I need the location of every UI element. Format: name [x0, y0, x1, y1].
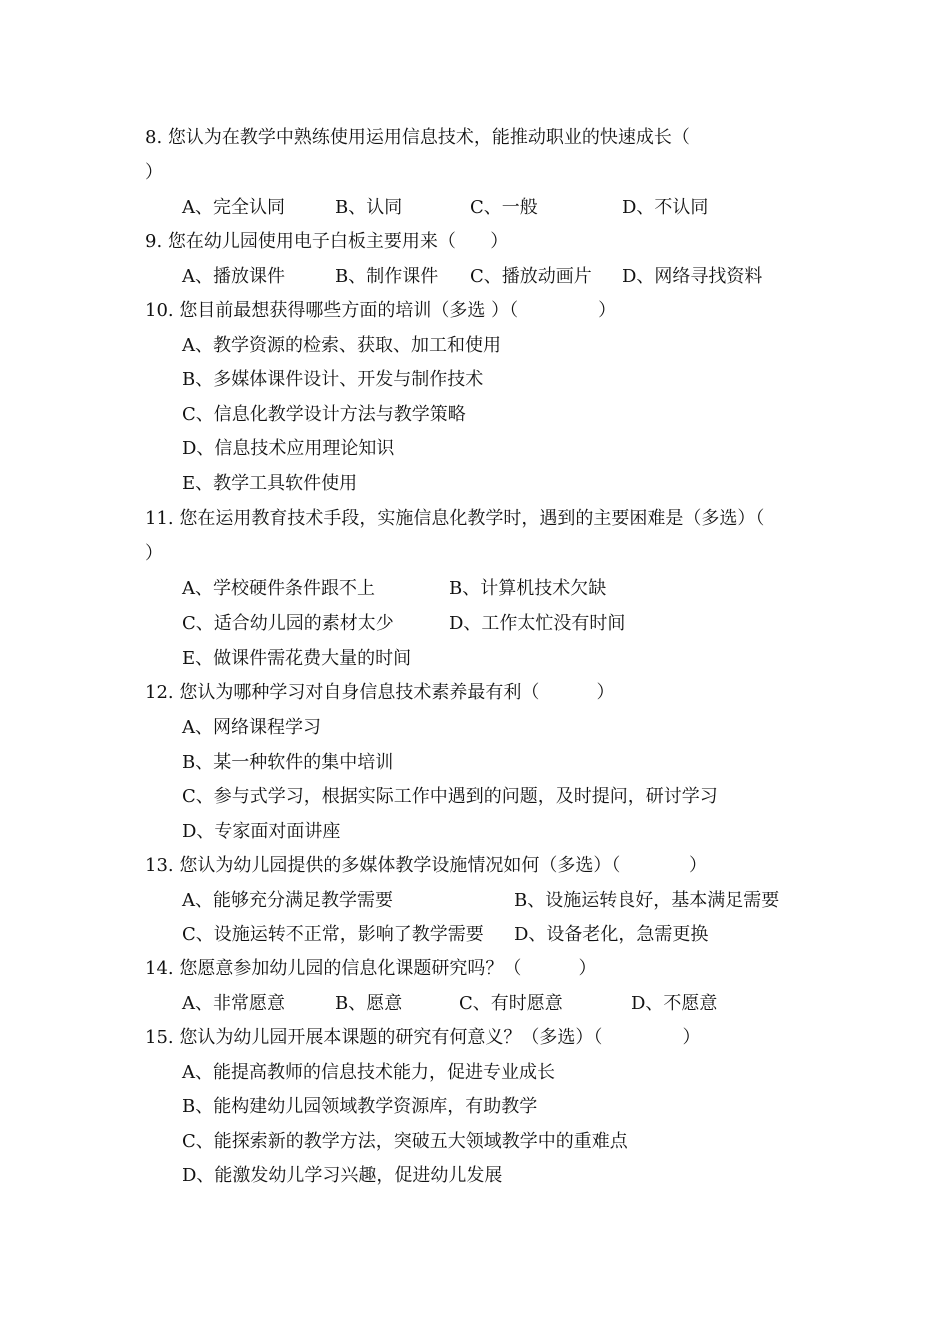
q14-option-a: A、非常愿意 [182, 993, 285, 1014]
q11-option-d: D、工作太忙没有时间 [449, 613, 626, 634]
q12-option-b: B、某一种软件的集中培训 [182, 752, 394, 773]
q14-option-b: B、愿意 [335, 993, 403, 1014]
q9-option-b: B、制作课件 [335, 266, 439, 287]
question-8: 8. 您认为在教学中熟练使用运用信息技术，能推动职业的快速成长（ [145, 127, 690, 148]
q11-option-c: C、适合幼儿园的素材太少 [182, 613, 394, 634]
q10-option-b: B、多媒体课件设计、开发与制作技术 [182, 369, 484, 390]
q14-option-c: C、有时愿意 [459, 993, 563, 1014]
question-8-close: ） [145, 162, 163, 183]
question-11-close: ） [145, 543, 163, 564]
q12-option-c: C、参与式学习，根据实际工作中遇到的问题，及时提问，研讨学习 [182, 786, 718, 807]
question-13: 13. 您认为幼儿园提供的多媒体教学设施情况如何（多选）（ ） [145, 855, 708, 876]
q9-option-c: C、播放动画片 [470, 266, 592, 287]
question-10: 10. 您目前最想获得哪些方面的培训（多选 ）（ ） [145, 300, 617, 321]
q15-option-a: A、能提高教师的信息技术能力，促进专业成长 [182, 1062, 555, 1083]
q13-option-c: C、设施运转不正常，影响了教学需要 [182, 924, 484, 945]
q9-option-a: A、播放课件 [182, 266, 285, 287]
q12-option-d: D、专家面对面讲座 [182, 821, 341, 842]
q15-option-b: B、能构建幼儿园领域教学资源库，有助教学 [182, 1096, 538, 1117]
question-14: 14. 您愿意参加幼儿园的信息化课题研究吗？（ ） [145, 958, 597, 979]
question-9: 9. 您在幼儿园使用电子白板主要用来（ ） [145, 231, 509, 252]
q8-option-c: C、一般 [470, 197, 538, 218]
question-15: 15. 您认为幼儿园开展本课题的研究有何意义？（多选）（ ） [145, 1027, 701, 1048]
q11-option-b: B、计算机技术欠缺 [449, 578, 607, 599]
q13-option-a: A、能够充分满足教学需要 [182, 890, 393, 911]
q10-option-e: E、教学工具软件使用 [182, 473, 358, 494]
q11-option-a: A、学校硬件条件跟不上 [182, 578, 375, 599]
question-12: 12. 您认为哪种学习对自身信息技术素养最有利（ ） [145, 682, 615, 703]
q10-option-a: A、教学资源的检索、获取、加工和使用 [182, 335, 501, 356]
q8-option-b: B、认同 [335, 197, 403, 218]
q13-option-d: D、设备老化，急需更换 [514, 924, 709, 945]
q10-option-c: C、信息化教学设计方法与教学策略 [182, 404, 466, 425]
q8-option-d: D、不认同 [622, 197, 709, 218]
q12-option-a: A、网络课程学习 [182, 717, 321, 738]
q13-option-b: B、设施运转良好，基本满足需要 [514, 890, 780, 911]
q14-option-d: D、不愿意 [631, 993, 718, 1014]
q11-option-e: E、做课件需花费大量的时间 [182, 648, 412, 669]
q8-option-a: A、完全认同 [182, 197, 285, 218]
q10-option-d: D、信息技术应用理论知识 [182, 438, 395, 459]
q15-option-c: C、能探索新的教学方法，突破五大领域教学中的重难点 [182, 1131, 628, 1152]
question-11: 11. 您在运用教育技术手段，实施信息化教学时，遇到的主要困难是（多选）（ [145, 508, 765, 529]
q9-option-d: D、网络寻找资料 [622, 266, 763, 287]
q15-option-d: D、能激发幼儿学习兴趣，促进幼儿发展 [182, 1165, 503, 1186]
